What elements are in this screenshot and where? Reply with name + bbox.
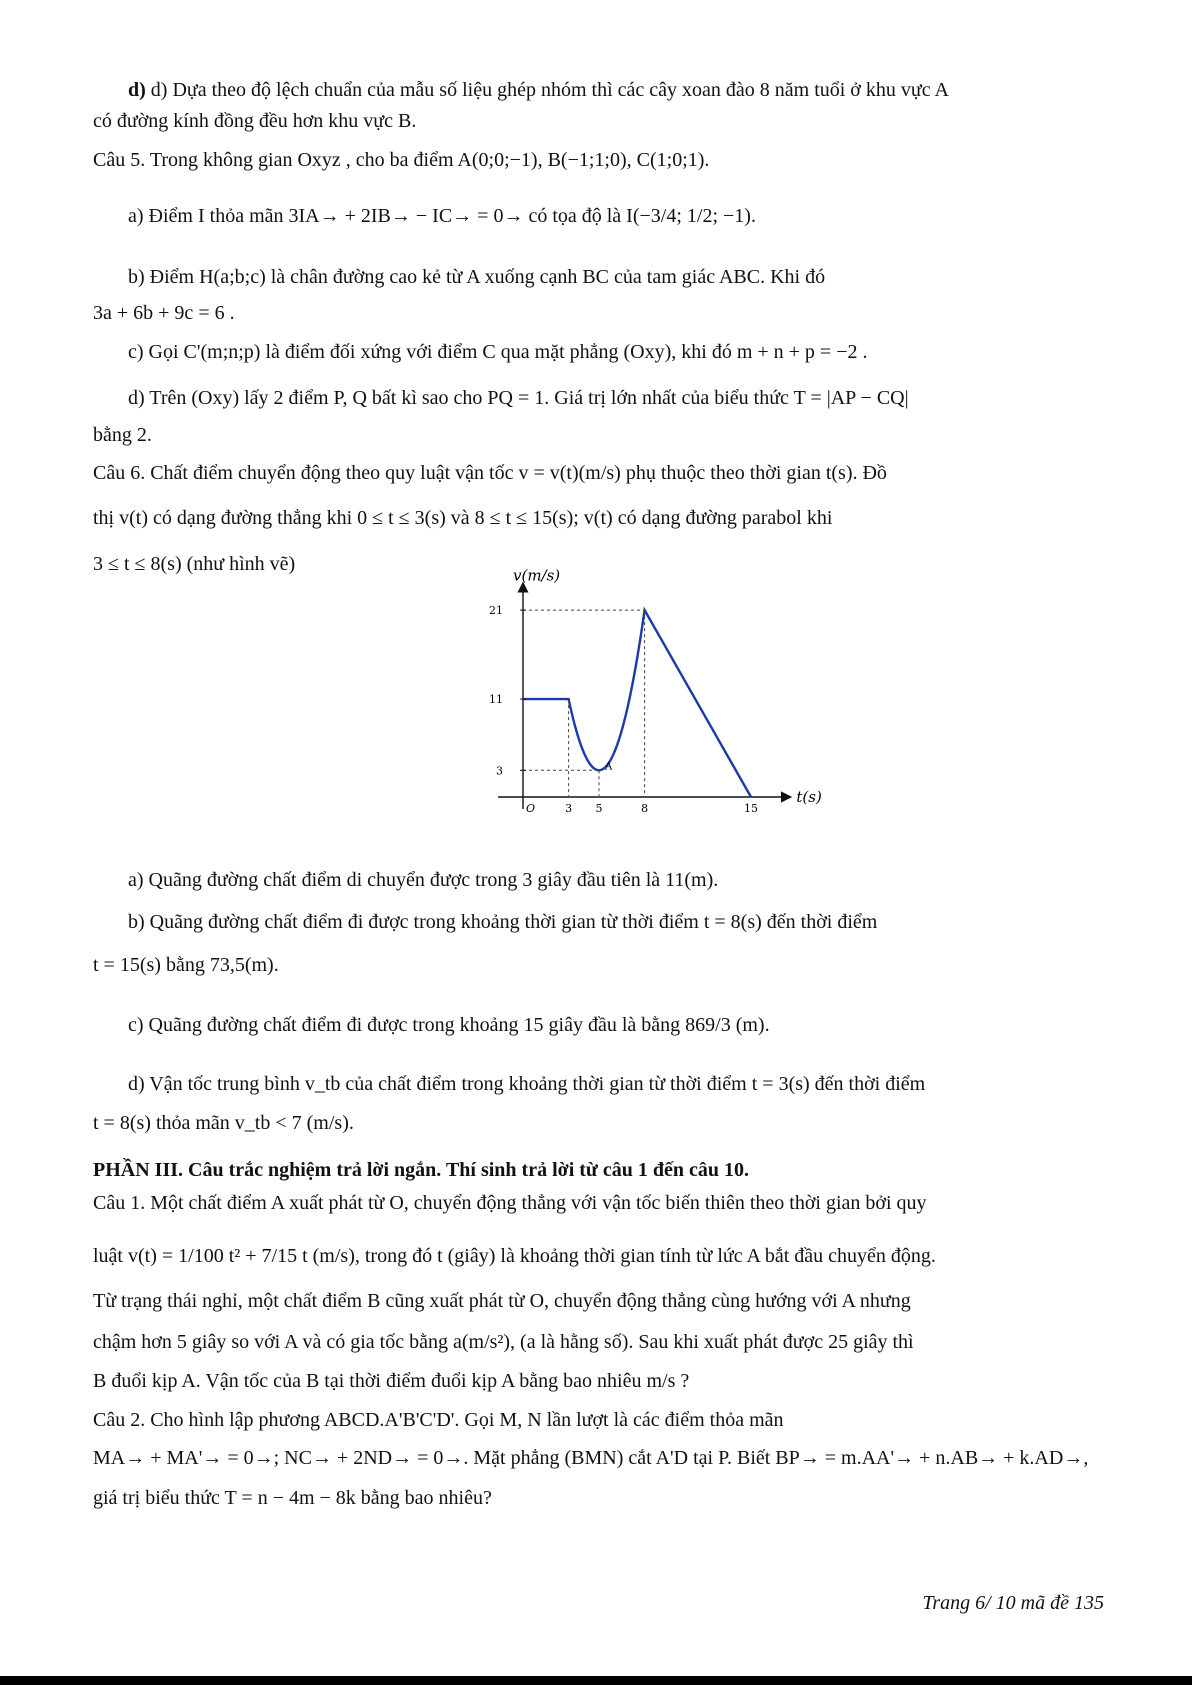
x-tick-label: 8 (641, 802, 649, 815)
x-tick-label: 15 (744, 802, 758, 815)
p3-cau2-line3: giá trị biểu thức T = n − 4m − 8k bằng bao nhiêu? (93, 1487, 492, 1509)
velocity-time-graph (480, 566, 822, 845)
cau6-line2: thị v(t) có dạng đường thẳng khi 0 ≤ t ≤ 3(s) và 8 ≤ t ≤ 15(s); v(t) có dạng đường parabol khi (93, 507, 833, 529)
phan3-heading: PHẦN III. Câu trắc nghiệm trả lời ngắn. Thí sinh trả lời từ câu 1 đến câu 10. (93, 1159, 750, 1181)
p3-cau1-line2: luật v(t) = 1/100 t² + 7/15 t (m/s), trong đó t (giây) là khoảng thời gian tính từ lức A bắt đầu chuyển động. (93, 1245, 936, 1267)
cau6-c: c) Quãng đường chất điểm đi được trong khoảng 15 giây đầu là bằng 869/3 (m). (128, 1014, 770, 1036)
page-footer: Trang 6/ 10 mã đề 135 (922, 1592, 1104, 1614)
cau5-c: c) Gọi C'(m;n;p) là điểm đối xứng với điểm C qua mặt phẳng (Oxy), khi đó m + n + p = −2 . (128, 341, 868, 363)
cau6-d-cont: t = 8(s) thỏa mãn v_tb < 7 (m/s). (93, 1112, 354, 1134)
cau5-a: a) Điểm I thỏa mãn 3IA→ + 2IB→ − IC→ = 0→ có tọa độ là I(−3/4; 1/2; −1). (128, 205, 756, 227)
origin-label: O (526, 802, 536, 815)
y-axis-label: v(m/s) (513, 566, 561, 585)
x-tick-label: 3 (565, 802, 573, 815)
series-v-t (523, 610, 751, 797)
line-q4d: d) d) Dựa theo độ lệch chuẩn của mẫu số liệu ghép nhóm thì các cây xoan đào 8 năm tuổi ở khu vực A (128, 79, 949, 101)
cau6-a: a) Quãng đường chất điểm di chuyển được trong 3 giây đầu tiên là 11(m). (128, 869, 719, 891)
p3-cau1-line5: B đuổi kịp A. Vận tốc của B tại thời điểm đuổi kịp A bằng bao nhiêu m/s ? (93, 1370, 690, 1392)
p3-cau2-line1: Câu 2. Cho hình lập phương ABCD.A'B'C'D'. Gọi M, N lần lượt là các điểm thỏa mãn (93, 1409, 784, 1431)
p3-cau2-line2: MA→ + MA'→ = 0→; NC→ + 2ND→ = 0→. Mặt phẳng (BMN) cắt A'D tại P. Biết BP→ = m.AA'→ + n.AB→ + k.AD→, (93, 1447, 1089, 1469)
bottom-bar (0, 1676, 1192, 1685)
line-2: có đường kính đồng đều hơn khu vực B. (93, 110, 417, 132)
cau6-b-cont: t = 15(s) bằng 73,5(m). (93, 954, 279, 976)
y-tick-label: 11 (489, 693, 503, 707)
p3-cau1-line3: Từ trạng thái nghỉ, một chất điểm B cũng xuất phát từ O, chuyển động thẳng cùng hướng với A nhưng (93, 1290, 911, 1312)
cau6-heading: Câu 6. Chất điểm chuyển động theo quy luật vận tốc v = v(t)(m/s) phụ thuộc theo thời gian t(s). Đồ (93, 462, 887, 484)
p3-cau1-line1: Câu 1. Một chất điểm A xuất phát từ O, chuyển động thẳng với vận tốc biến thiên theo thời gian bởi quy (93, 1192, 927, 1214)
cau5-b: b) Điểm H(a;b;c) là chân đường cao kẻ từ A xuống cạnh BC của tam giác ABC. Khi đó (128, 266, 826, 288)
y-tick-label: 3 (496, 764, 503, 778)
cau6-line3: 3 ≤ t ≤ 8(s) (như hình vẽ) (93, 553, 296, 575)
q4d-text: d) Dựa theo độ lệch chuẩn của mẫu số liệu ghép nhóm thì các cây xoan đào 8 năm tuổi ở khu vực A (150, 79, 949, 101)
point-a-label: A (605, 761, 613, 773)
cau6-b: b) Quãng đường chất điểm đi được trong khoảng thời gian từ thời điểm t = 8(s) đến thời điểm (128, 911, 878, 933)
cau5-d: d) Trên (Oxy) lấy 2 điểm P, Q bất kì sao cho PQ = 1. Giá trị lớn nhất của biểu thức T = |AP − CQ| (128, 387, 909, 409)
cau5-heading: Câu 5. Trong không gian Oxyz , cho ba điểm A(0;0;−1), B(−1;1;0), C(1;0;1). (93, 149, 710, 171)
cau5-b-cont: 3a + 6b + 9c = 6 . (93, 302, 235, 324)
y-tick-label: 21 (489, 604, 503, 618)
x-tick-label: 5 (595, 802, 603, 815)
x-axis-label: t(s) (796, 788, 822, 806)
cau6-d: d) Vận tốc trung bình v_tb của chất điểm trong khoảng thời gian từ thời điểm t = 3(s) đến thời điểm (128, 1073, 926, 1095)
cau5-d-cont: bằng 2. (93, 424, 152, 446)
p3-cau1-line4: chậm hơn 5 giây so với A và có gia tốc bằng a(m/s²), (a là hằng số). Sau khi xuất phát được 25 giây thì (93, 1331, 914, 1353)
